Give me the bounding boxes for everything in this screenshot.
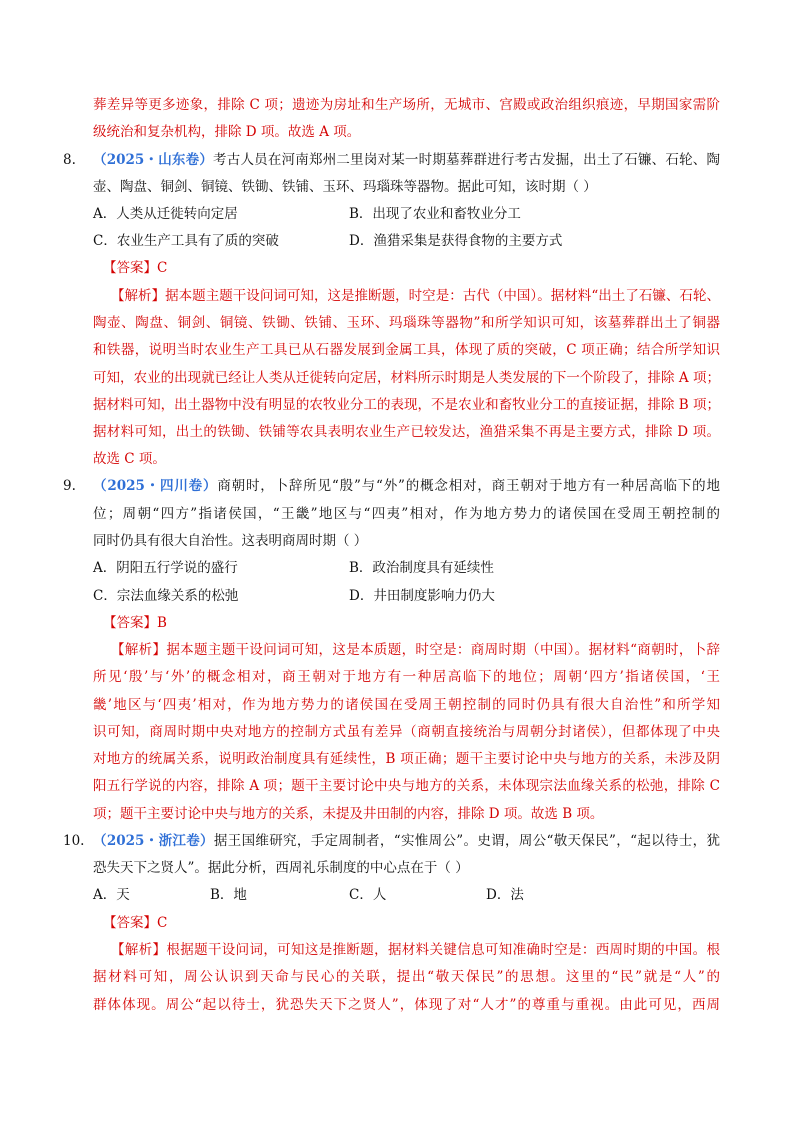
q9-stem-line3: 同时仍具有很大自治性。这表明商周时期（ ）	[93, 533, 368, 549]
q7-analysis-line: 葬差异等更多迹象，排除 C 项；遗迹为房址和生产场所，无城市、宫殿或政治组织痕迹，早期国家需阶	[93, 97, 720, 113]
q10-stem-line1: （2025・浙江卷）据王国维研究，手定周制者，“实惟周公”。史谓，周公“敬天保民”，“起以待士，犹	[93, 833, 721, 849]
q8-analysis-line: 和铁器，说明当时农业生产工具已从石器发展到金属工具，体现了质的突破，C 项正确；结合所学知识	[93, 342, 720, 358]
q8-option-b[interactable]: B．出现了农业和畜牧业分工	[349, 206, 521, 222]
q9-analysis-line: 【解析】据本题主题干设问词可知，这是本质题，时空是：商周时期（中国）。据材料“商朝时，卜辞	[111, 642, 720, 658]
q8-analysis-line: 据材料可知，出土的铁锄、铁铺等农具表明农业生产已较发达，渔猎采集不再是主要方式，排除 D 项。	[93, 424, 720, 440]
q10-stem-line2: 恐失天下之贤人”。据此分析，西周礼乐制度的中心点在于（ ）	[93, 860, 469, 876]
q10-analysis-line: 【解析】根据题干设问词，可知这是推断题，据材料关键信息可知准确时空是：西周时期的中国。根	[111, 942, 720, 958]
q9-analysis-line: 对地方的统属关系，说明政治制度具有延续性，B 项正确；题干主要讨论中央与地方的关系，未涉及阴	[93, 751, 720, 767]
q10-number: 10.	[63, 833, 85, 849]
q9-stem-line1: （2025・四川卷）商朝时，卜辞所见“殷”与“外”的概念相对，商王朝对于地方有一种居高临下的地	[93, 478, 720, 494]
q10-source: （2025・浙江卷）	[93, 833, 214, 849]
q9-analysis-line: 所见‘殷’与‘外’的概念相对，商王朝对于地方有一种居高临下的地位；周朝‘四方’指诸侯国，‘王	[93, 669, 720, 685]
q10-analysis-line: 群体体现。周公“起以待士，犹恐失天下之贤人”，体现了对“人才”的尊重与重视。由此可见，西周	[93, 997, 720, 1013]
q8-analysis-line: 据材料可知，出土器物中没有明显的农牧业分工的表现，不是农业和畜牧业分工的直接证据，排除 B 项；	[93, 397, 720, 413]
q10-option-d[interactable]: D．法	[486, 887, 524, 903]
q9-analysis-line: 阳五行学说的内容，排除 A 项；题干主要讨论中央与地方的关系，未体现宗法血缘关系的松弛，排除 C	[93, 778, 720, 794]
q9-option-b[interactable]: B．政治制度具有延续性	[349, 560, 494, 576]
q9-analysis-line: 项；题干主要讨论中央与地方的关系，未提及井田制的内容，排除 D 项。故选 B 项。	[93, 806, 604, 822]
q8-analysis-line: 可知，农业的出现就已经让人类从迁徙转向定居，材料所示时期是人类发展的下一个阶段了，排除 A 项；	[93, 370, 720, 386]
q8-option-d[interactable]: D．渔猎采集是获得食物的主要方式	[349, 233, 563, 249]
q9-option-d[interactable]: D．井田制度影响力仍大	[349, 588, 495, 604]
q10-option-a[interactable]: A．天	[93, 887, 130, 903]
q9-stem-line2: 位；周朝“四方”指诸侯国，“王畿”地区与“四夷”相对，作为地方势力的诸侯国在受周王朝控制的	[93, 506, 720, 522]
q8-option-a[interactable]: A．人类从迁徙转向定居	[93, 206, 238, 222]
q8-number: 8.	[63, 152, 76, 168]
q10-option-b[interactable]: B．地	[210, 887, 247, 903]
q9-option-a[interactable]: A．阴阳五行学说的盛行	[93, 560, 238, 576]
q9-number: 9.	[63, 478, 76, 494]
q9-answer: 【答案】B	[103, 615, 167, 631]
q8-analysis-line: 故选 C 项。	[93, 451, 166, 467]
q9-option-c[interactable]: C．宗法血缘关系的松弛	[93, 588, 239, 604]
q8-answer: 【答案】C	[103, 260, 168, 276]
q10-answer: 【答案】C	[103, 915, 168, 931]
q8-source: （2025・山东卷）	[93, 152, 214, 168]
q7-analysis-line: 级统治和复杂机构，排除 D 项。故选 A 项。	[93, 124, 361, 140]
q8-option-c[interactable]: C．农业生产工具有了质的突破	[93, 233, 279, 249]
q9-source: （2025・四川卷）	[93, 478, 218, 494]
q10-analysis-line: 据材料可知，周公认识到天命与民心的关联，提出“敬天保民”的思想。这里的“民”就是“人”的	[93, 969, 720, 985]
q9-analysis-line: 识可知，商周时期中央对地方的控制方式虽有差异（商朝直接统治与周朝分封诸侯），但都体现了中央	[93, 724, 720, 740]
q8-stem-line1: （2025・山东卷）考古人员在河南郑州二里岗对某一时期墓葬群进行考古发掘，出土了石镰、石轮、陶	[93, 152, 720, 168]
q10-option-c[interactable]: C．人	[349, 887, 387, 903]
q9-analysis-line: 畿’地区与‘四夷’相对，作为地方势力的诸侯国在受周王朝控制的同时仍具有很大自治性”和所学知	[93, 697, 720, 713]
q8-analysis-line: 陶壶、陶盘、铜剑、铜镜、铁锄、铁铺、玉环、玛瑙珠等器物”和所学知识可知，该墓葬群出土了铜器	[93, 315, 720, 331]
q8-stem-line2: 壶、陶盘、铜剑、铜镜、铁锄、铁铺、玉环、玛瑙珠等器物。据此可知，该时期（ ）	[93, 179, 597, 195]
q8-analysis-line: 【解析】据本题主题干设问词可知，这是推断题，时空是：古代（中国）。据材料“出土了石镰、石轮、	[111, 288, 720, 304]
